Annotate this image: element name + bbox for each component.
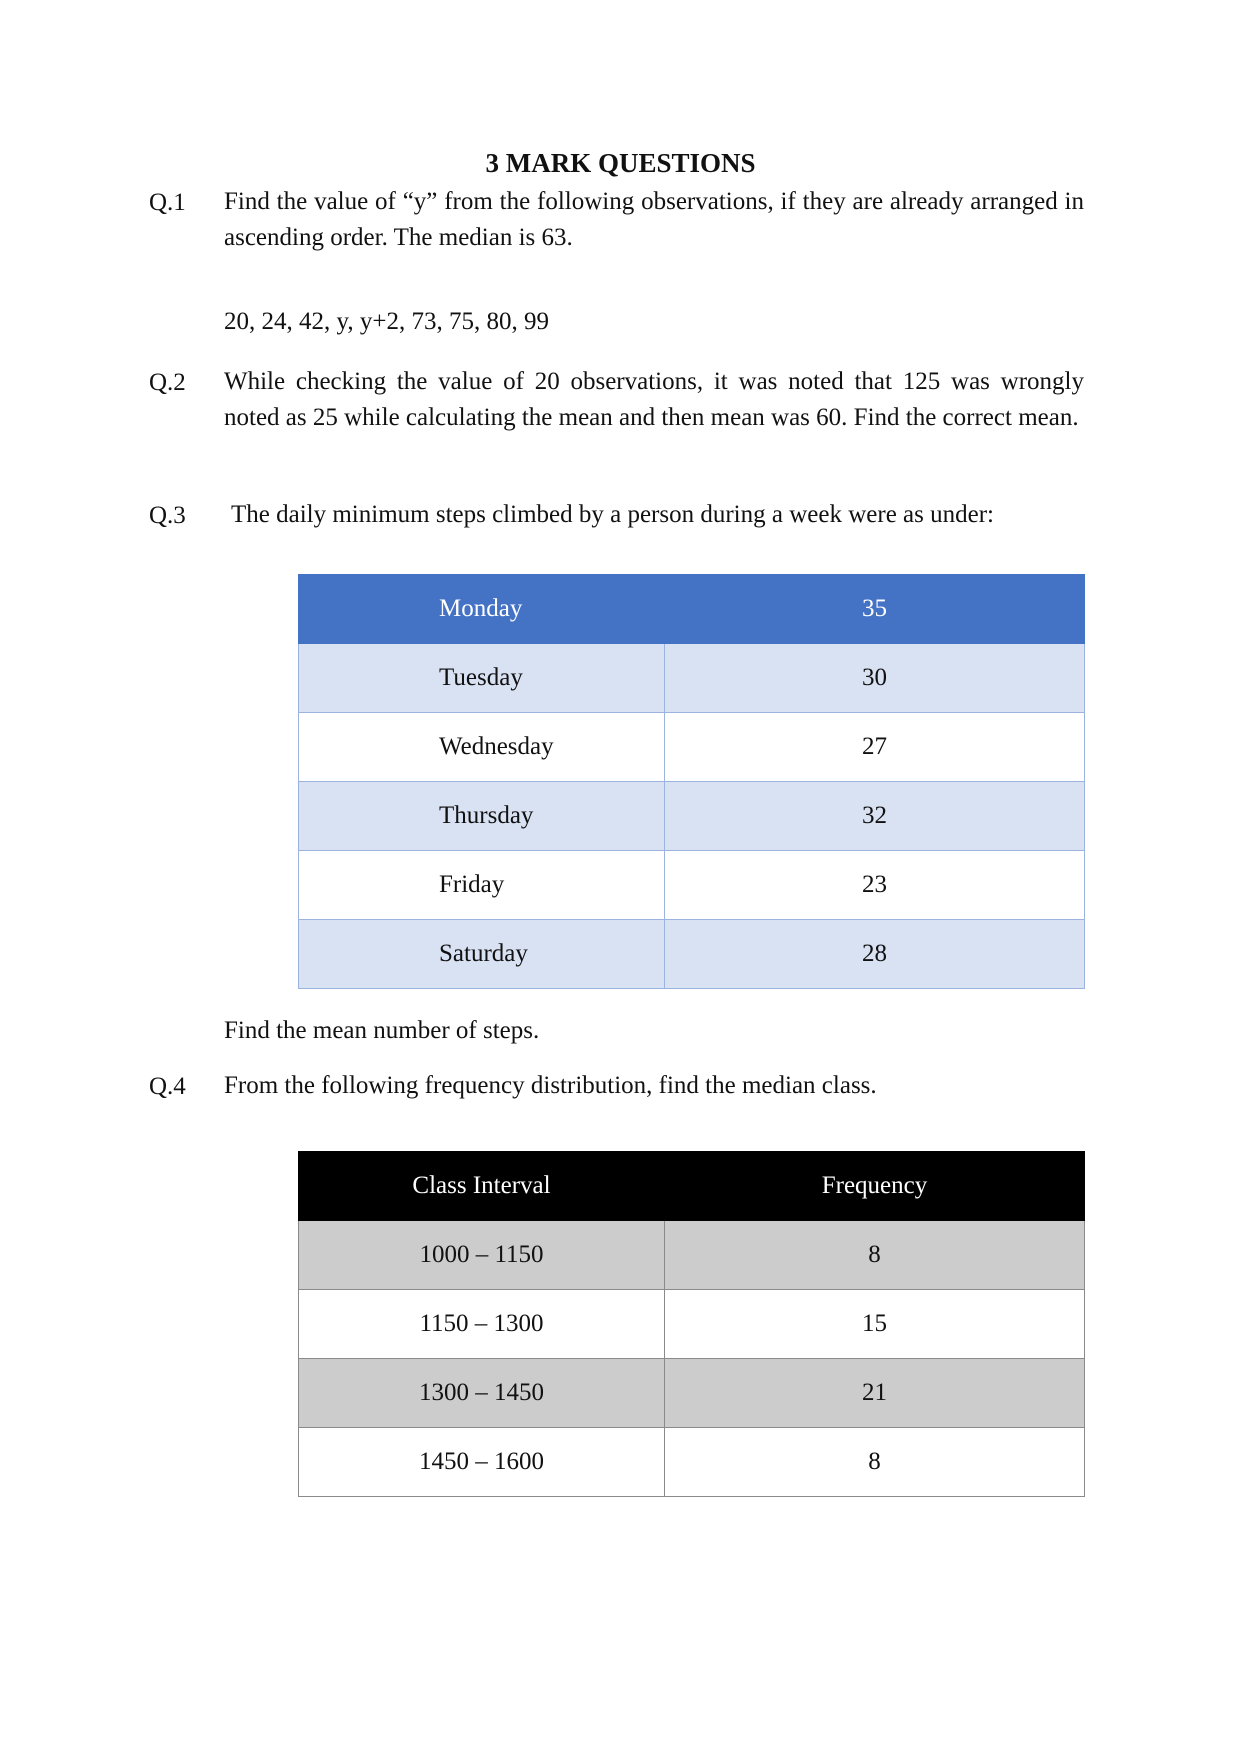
question-text-1: Find the value of “y” from the following observations, if they are already arranged in ascending order. The median is 63. xyxy=(224,188,1084,251)
table-row xyxy=(299,1359,1085,1428)
day-cell: Saturday xyxy=(299,920,665,989)
frequency-table xyxy=(298,1151,1085,1497)
day-cell: Monday xyxy=(299,575,665,644)
steps-table xyxy=(298,574,1085,989)
table-row xyxy=(299,1428,1085,1497)
question-number-2: Q.2 xyxy=(149,369,186,396)
question-text-2: While checking the value of 20 observations, it was noted that 125 was wrongly noted as 25 while calculating the mean and then mean was 60. Find the correct mean. xyxy=(224,368,1084,431)
day-cell: Thursday xyxy=(299,782,665,851)
steps-cell: 28 xyxy=(665,920,1085,989)
q3-followup-text: Find the mean number of steps. xyxy=(224,1017,540,1044)
class-interval-cell: 1150 – 1300 xyxy=(299,1290,665,1359)
question-number-4: Q.4 xyxy=(149,1073,186,1100)
steps-cell: 30 xyxy=(665,644,1085,713)
day-cell: Wednesday xyxy=(299,713,665,782)
class-interval-header: Class Interval xyxy=(299,1152,665,1221)
class-interval-cell: 1300 – 1450 xyxy=(299,1359,665,1428)
frequency-cell: 21 xyxy=(665,1359,1085,1428)
steps-cell: 27 xyxy=(665,713,1085,782)
table-row xyxy=(299,920,1085,989)
table-row xyxy=(299,644,1085,713)
day-cell: Friday xyxy=(299,851,665,920)
frequency-cell: 15 xyxy=(665,1290,1085,1359)
steps-cell: 35 xyxy=(665,575,1085,644)
day-cell: Tuesday xyxy=(299,644,665,713)
table-row xyxy=(299,1221,1085,1290)
question-text-3: The daily minimum steps climbed by a person during a week were as under: xyxy=(231,501,994,528)
table-row xyxy=(299,713,1085,782)
steps-cell: 32 xyxy=(665,782,1085,851)
class-interval-cell: 1000 – 1150 xyxy=(299,1221,665,1290)
question-number-1: Q.1 xyxy=(149,189,186,216)
table-row xyxy=(299,575,1085,644)
steps-cell: 23 xyxy=(665,851,1085,920)
table-row xyxy=(299,782,1085,851)
table-row xyxy=(299,1290,1085,1359)
frequency-cell: 8 xyxy=(665,1428,1085,1497)
frequency-header: Frequency xyxy=(665,1152,1085,1221)
question-text-4: From the following frequency distribution, find the median class. xyxy=(224,1072,877,1099)
question-number-3: Q.3 xyxy=(149,502,186,529)
table-header-row xyxy=(299,1152,1085,1221)
class-interval-cell: 1450 – 1600 xyxy=(299,1428,665,1497)
table-row xyxy=(299,851,1085,920)
observation-list: 20, 24, 42, y, y+2, 73, 75, 80, 99 xyxy=(224,308,549,335)
page-title: 3 MARK QUESTIONS xyxy=(485,148,756,178)
frequency-cell: 8 xyxy=(665,1221,1085,1290)
